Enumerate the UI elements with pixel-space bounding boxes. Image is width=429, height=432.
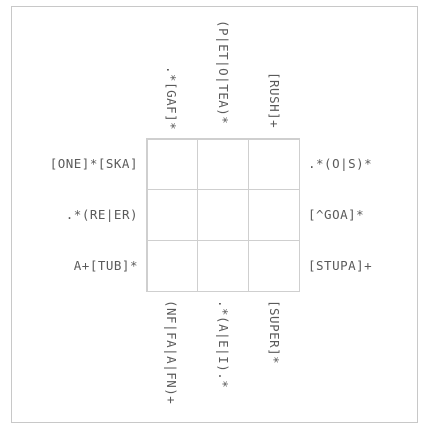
grid-cell-r1c2[interactable] xyxy=(197,139,249,191)
right-clue-3: [STUPA]+ xyxy=(308,258,373,273)
top-clue-2: (P|ET|O|TEA)* xyxy=(216,20,231,125)
grid-cell-r2c3[interactable] xyxy=(248,189,300,241)
grid-cell-r3c1[interactable] xyxy=(147,240,199,292)
grid-cell-r3c3[interactable] xyxy=(248,240,300,292)
bottom-clue-3: [SUPER]* xyxy=(267,300,282,365)
grid-cell-r2c1[interactable] xyxy=(147,189,199,241)
left-clue-2: .*(RE|ER) xyxy=(65,207,138,222)
grid-cell-r3c2[interactable] xyxy=(197,240,249,292)
top-clue-1: .*[GAF]* xyxy=(164,66,179,131)
grid-cell-r2c2[interactable] xyxy=(197,189,249,241)
puzzle-grid xyxy=(146,138,300,292)
grid-cell-r1c1[interactable] xyxy=(147,139,199,191)
bottom-clue-2: .*(A|E|I).* xyxy=(216,300,231,389)
left-clue-1: [ONE]*[SKA] xyxy=(49,156,138,171)
right-clue-2: [^GOA]* xyxy=(308,207,365,222)
grid-cell-r1c3[interactable] xyxy=(248,139,300,191)
top-clue-3: [RUSH]+ xyxy=(267,72,282,129)
left-clue-3: A+[TUB]* xyxy=(73,258,138,273)
right-clue-1: .*(O|S)* xyxy=(308,156,373,171)
bottom-clue-1: (NF|FA|A|FN)+ xyxy=(164,300,179,405)
